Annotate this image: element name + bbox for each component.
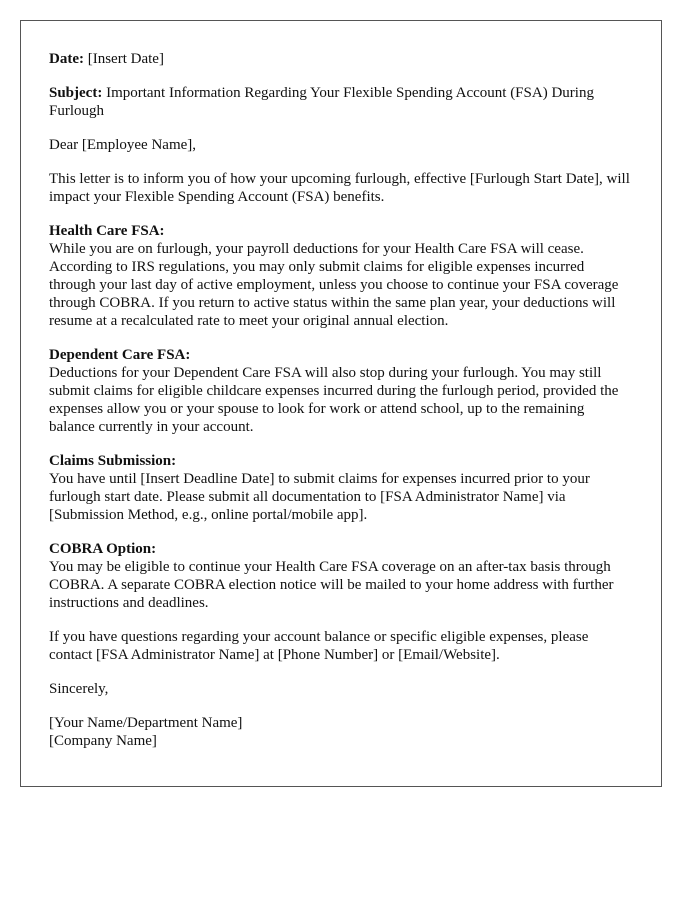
section-claims [49, 452, 632, 524]
signature-name: [Your Name/Department Name] [49, 715, 243, 731]
letter [20, 20, 662, 787]
section-heading: Health Care FSA: [49, 223, 165, 239]
section-heading: Dependent Care FSA: [49, 347, 191, 363]
date-line [49, 50, 632, 68]
signature-block [49, 714, 632, 750]
date-label: Date: [49, 51, 84, 67]
section-body: You may be eligible to continue your Health Care FSA coverage on an after-tax basis through COBRA. A separate COBRA election notice will be mailed to your home address with further instructions and deadlines. [49, 559, 614, 611]
subject-value: Important Information Regarding Your Flexible Spending Account (FSA) During Furlough [49, 85, 594, 119]
section-heading: Claims Submission: [49, 453, 177, 469]
signature-company: [Company Name] [49, 733, 157, 749]
questions-paragraph: If you have questions regarding your account balance or specific eligible expenses, please contact [FSA Administrator Name] at [Phone Number] or [Email/Website]. [49, 629, 589, 663]
section-dependent-care [49, 346, 632, 436]
closing: Sincerely, [49, 681, 109, 697]
intro-paragraph: This letter is to inform you of how your upcoming furlough, effective [Furlough Start Date], will impact your Flexible Spending Account (FSA) benefits. [49, 171, 630, 205]
section-body: While you are on furlough, your payroll deductions for your Health Care FSA will cease. According to IRS regulations, you may only submit claims for eligible expenses incurred through your last day of active employment, unless you choose to continue your FSA coverage through COBRA. If you return to active status within the same plan year, your deductions will resume at a recalculated rate to meet your original annual election. [49, 241, 619, 329]
subject-label: Subject: [49, 85, 103, 101]
section-heading: COBRA Option: [49, 541, 157, 557]
section-body: You have until [Insert Deadline Date] to submit claims for expenses incurred prior to your furlough start date. Please submit all documentation to [FSA Administrator Name] via [Submission Method, e.g., online portal/mobile app]. [49, 471, 590, 523]
subject-line [49, 84, 632, 120]
section-health-care [49, 222, 632, 330]
date-value: [Insert Date] [87, 51, 164, 67]
salutation: Dear [Employee Name], [49, 137, 197, 153]
section-cobra [49, 540, 632, 612]
section-body: Deductions for your Dependent Care FSA will also stop during your furlough. You may still submit claims for eligible childcare expenses incurred during the furlough period, provided the expenses allow you or your spouse to look for work or attend school, up to the remaining balance currently in your account. [49, 365, 619, 435]
